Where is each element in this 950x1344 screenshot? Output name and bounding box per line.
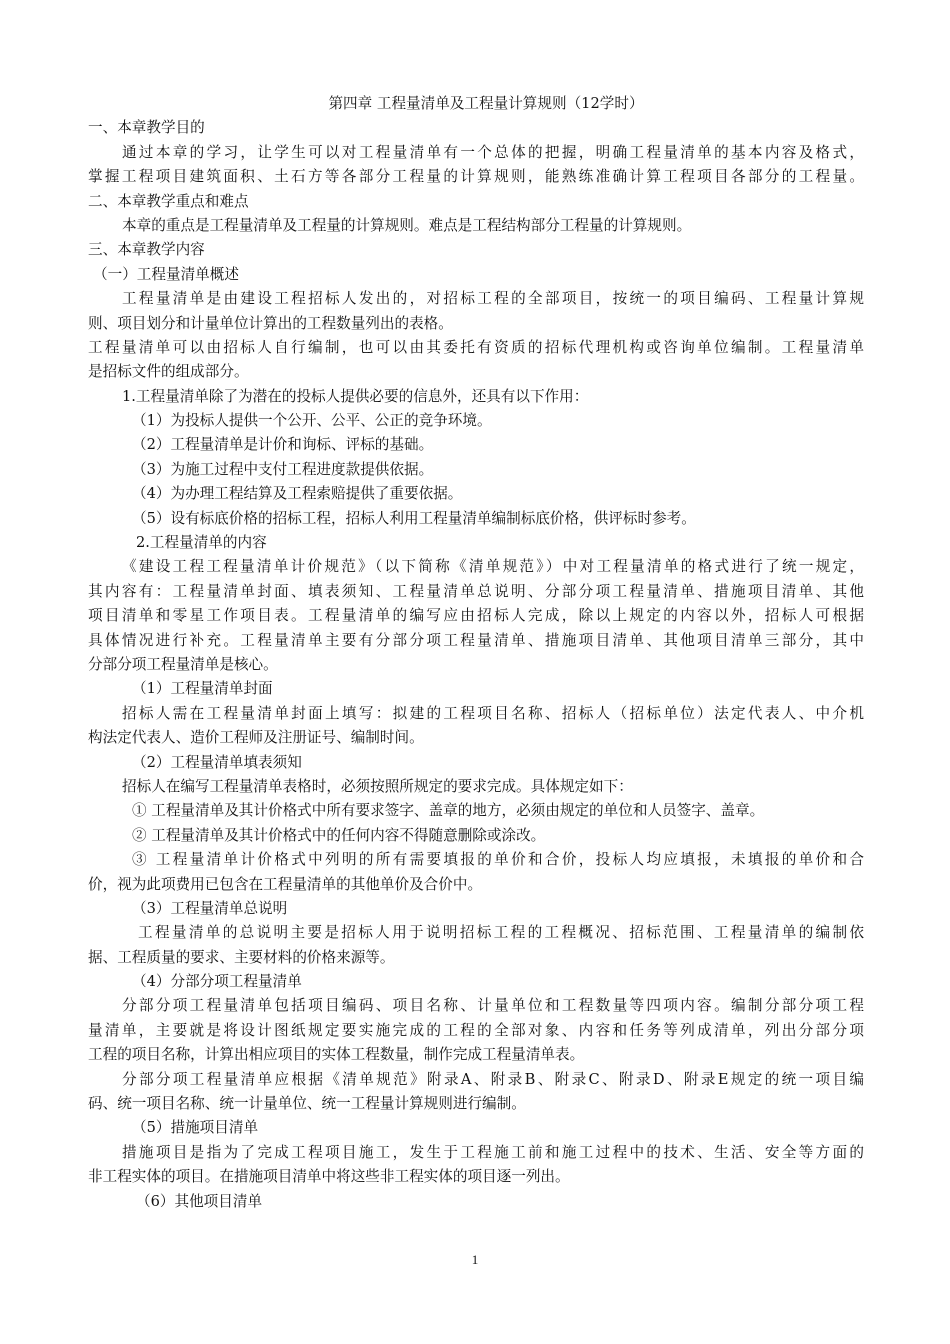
paragraph-line: 分部分项工程量清单包括项目编码、项目名称、计量单位和工程数量等四项内容。编制分部分项工程: [122, 997, 864, 1015]
paragraph-line: 工程量清单的总说明主要是招标人用于说明招标工程的工程概况、招标范围、工程量清单的编制依: [138, 924, 864, 942]
paragraph-line: 项目清单和零星工作项目表。工程量清单的编写应由招标人完成，除以上规定的内容以外，招标人可根据: [88, 607, 864, 625]
paragraph-line: 码、统一项目名称、统一计量单位、统一工程量计算规则进行编制。: [88, 1095, 526, 1113]
paragraph-line: 措施项目是指为了完成工程项目施工，发生于工程施工前和施工过程中的技术、生活、安全等方面的: [122, 1143, 864, 1161]
list-item: ③ 工程量清单计价格式中列明的所有需要填报的单价和合价，投标人均应填报，未填报的单价和合: [132, 851, 864, 869]
paragraph-line: 本章的重点是工程量清单及工程量的计算规则。难点是工程结构部分工程量的计算规则。: [122, 216, 692, 234]
paragraph-line: 掌握工程项目建筑面积、土石方等各部分工程量的计算规则，能熟练准确计算工程项目各部分的工程量。: [88, 168, 864, 186]
subsection-heading: （5）措施项目清单: [132, 1119, 259, 1137]
paragraph-line: 非工程实体的项目。在措施项目清单中将这些非工程实体的项目逐一列出。: [88, 1168, 570, 1186]
section-heading: 二、本章教学重点和难点: [88, 192, 249, 210]
paragraph-line: 是招标文件的组成部分。: [88, 363, 249, 381]
paragraph-line: 招标人需在工程量清单封面上填写：拟建的工程项目名称、招标人（招标单位）法定代表人、中介机: [122, 704, 864, 722]
subsection-heading: （4）分部分项工程量清单: [132, 973, 302, 991]
document-page: [88, 92, 864, 1214]
paragraph-line: 量清单，主要就是将设计图纸规定要实施完成的工程的全部对象、内容和任务等列成清单，列出分部分项: [88, 1021, 864, 1039]
paragraph-line: 构法定代表人、造价工程师及注册证号、编制时间。: [88, 729, 424, 747]
paragraph-line: 通过本章的学习，让学生可以对工程量清单有一个总体的把握，明确工程量清单的基本内容及格式，: [122, 143, 864, 161]
list-item: （5）设有标底价格的招标工程，招标人利用工程量清单编制标底价格，供评标时参考。: [132, 509, 696, 527]
list-item: ① 工程量清单及其计价格式中所有要求签字、盖章的地方，必须由规定的单位和人员签字、盖章。: [132, 802, 765, 820]
list-item: ② 工程量清单及其计价格式中的任何内容不得随意删除或涂改。: [132, 826, 546, 844]
paragraph-line: 具体情况进行补充。工程量清单主要有分部分项工程量清单、措施项目清单、其他项目清单三部分，其中: [88, 631, 864, 649]
paragraph-line: 《建设工程工程量清单计价规范》（以下简称《清单规范》）中对工程量清单的格式进行了统一规定，: [122, 558, 864, 576]
list-item: （3）为施工过程中支付工程进度款提供依据。: [132, 460, 434, 478]
chapter-title: 第四章 工程量清单及工程量计算规则（12学时）: [328, 95, 644, 112]
section-heading: 一、本章教学目的: [88, 119, 205, 137]
list-item: （1）为投标人提供一个公开、公平、公正的竞争环境。: [132, 412, 492, 430]
list-heading: 2.工程量清单的内容: [136, 534, 267, 552]
subsection-heading: （一）工程量清单概述: [93, 265, 239, 283]
page-number: 1: [471, 1252, 479, 1267]
paragraph-line: 则、项目划分和计量单位计算出的工程数量列出的表格。: [88, 314, 453, 332]
section-heading: 三、本章教学内容: [88, 241, 205, 259]
paragraph-line: 据、工程质量的要求、主要材料的价格来源等。: [88, 948, 395, 966]
subsection-heading: （3）工程量清单总说明: [132, 899, 288, 917]
subsection-heading: （6）其他项目清单: [136, 1192, 263, 1210]
paragraph-line: 其内容有：工程量清单封面、填表须知、工程量清单总说明、分部分项工程量清单、措施项目清单、其他: [88, 582, 864, 600]
subsection-heading: （1）工程量清单封面: [132, 680, 273, 698]
subsection-heading: （2）工程量清单填表须知: [132, 753, 302, 771]
list-heading: 1.工程量清单除了为潜在的投标人提供必要的信息外，还具有以下作用：: [122, 387, 589, 405]
paragraph-line: 工程量清单是由建设工程招标人发出的，对招标工程的全部项目，按统一的项目编码、工程量计算规: [122, 290, 864, 308]
paragraph-line: 分部分项工程量清单是核心。: [88, 655, 278, 673]
list-item: （4）为办理工程结算及工程索赔提供了重要依据。: [132, 485, 463, 503]
paragraph-line: 工程的项目名称，计算出相应项目的实体工程数量，制作完成工程量清单表。: [88, 1046, 585, 1064]
paragraph-line: 价，视为此项费用已包含在工程量清单的其他单价及合价中。: [88, 875, 483, 893]
paragraph-line: 分部分项工程量清单应根据《清单规范》附录A、附录B、附录C、附录D、附录E规定的统一项目编: [122, 1070, 864, 1088]
paragraph-line: 招标人在编写工程量清单表格时，必须按照所规定的要求完成。具体规定如下：: [122, 777, 633, 795]
list-item: （2）工程量清单是计价和询标、评标的基础。: [132, 436, 434, 454]
paragraph-line: 工程量清单可以由招标人自行编制，也可以由其委托有资质的招标代理机构或咨询单位编制。工程量清单: [88, 338, 864, 356]
